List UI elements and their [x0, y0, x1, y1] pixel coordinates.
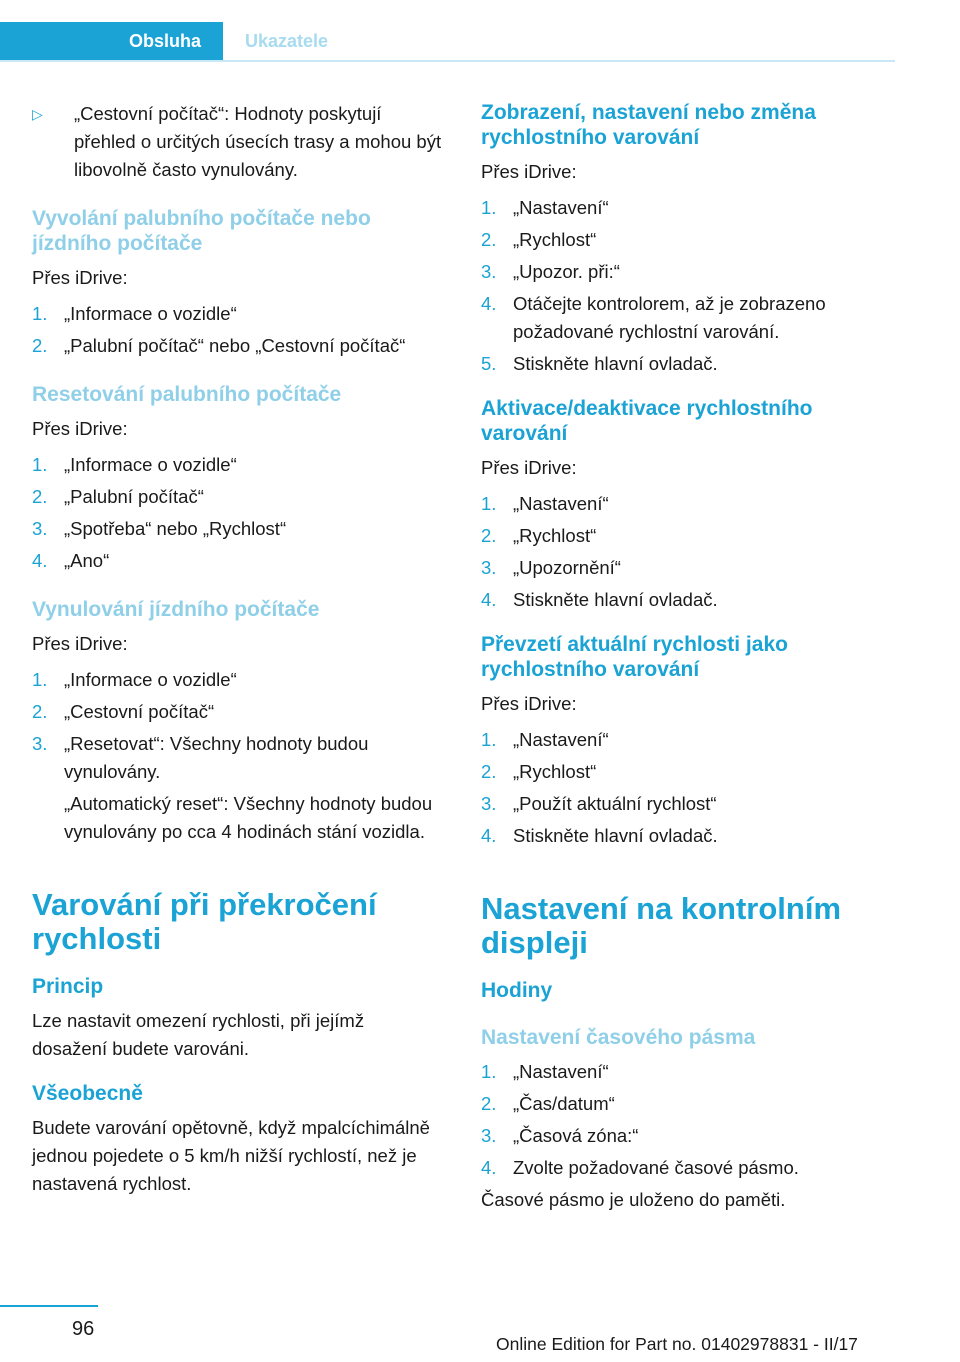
step-number: 4. — [32, 550, 48, 571]
section-intro: Přes iDrive: — [32, 267, 128, 288]
chapter-title: Varování při překročení rychlosti — [32, 887, 377, 956]
step-number: 5. — [481, 353, 497, 374]
step-number: 2. — [32, 486, 48, 507]
step-number: 1. — [481, 493, 497, 514]
section-title: Zobrazení, nastavení nebo změna rychlostního varování — [481, 101, 816, 149]
steps-list — [32, 666, 444, 786]
section-title: Nastavení časového pásma — [481, 1026, 756, 1049]
step-text: „Informace o vozidle“ — [64, 454, 237, 475]
step-number: 3. — [481, 1125, 497, 1146]
section-intro: Přes iDrive: — [481, 693, 577, 714]
list-item — [481, 350, 893, 378]
step-text: „Rychlost“ — [513, 229, 597, 250]
list-item — [481, 258, 893, 286]
tab-obsluha[interactable]: Obsluha — [0, 22, 223, 60]
list-item — [481, 1058, 893, 1086]
section-intro: Přes iDrive: — [481, 457, 577, 478]
step-number: 2. — [481, 229, 497, 250]
step-text: Otáčejte kontrolorem, až je zobrazeno požadované rychlostní varování. — [513, 293, 826, 342]
list-item — [481, 226, 893, 254]
step-text: „Použít aktuální rychlost“ — [513, 793, 717, 814]
section-title: Vynulování jízdního počítače — [32, 598, 320, 621]
list-item — [32, 547, 444, 575]
section-title: Vyvolání palubního počítače nebo jízdního počítače — [32, 207, 371, 255]
step-text: „Nastavení“ — [513, 197, 609, 218]
step-number: 4. — [481, 825, 497, 846]
list-item — [481, 1122, 893, 1150]
left-column — [32, 100, 444, 1198]
step-text: „Časová zóna:“ — [513, 1125, 639, 1146]
step-text: „Čas/datum“ — [513, 1093, 615, 1114]
step-number: 1. — [32, 303, 48, 324]
chapter-title: Nastavení na kontrolním displeji — [481, 891, 842, 960]
step-number: 3. — [32, 518, 48, 539]
step-number: 1. — [481, 1061, 497, 1082]
step-text: „Ano“ — [64, 550, 110, 571]
list-item — [481, 726, 893, 754]
page-number-rule — [0, 1305, 98, 1307]
step-text: „Informace o vozidle“ — [64, 303, 237, 324]
step-number: 1. — [32, 669, 48, 690]
list-item — [481, 290, 893, 346]
step-number: 1. — [481, 197, 497, 218]
list-item — [481, 758, 893, 786]
step-text: „Nastavení“ — [513, 1061, 609, 1082]
step-number: 1. — [481, 729, 497, 750]
bullet-text: „Cestovní počítač“: Hodnoty poskytují přehled o určitých úsecích trasy a mohou být libovolně často vynulovány. — [74, 103, 442, 180]
step-number: 2. — [32, 335, 48, 356]
bullet-item — [32, 100, 444, 184]
section-title: Převzetí aktuální rychlosti jako rychlostního varování — [481, 633, 788, 681]
step-number: 1. — [32, 454, 48, 475]
steps-list — [32, 300, 444, 360]
list-item — [481, 1090, 893, 1118]
step-number: 4. — [481, 589, 497, 610]
list-item — [32, 515, 444, 543]
list-item — [481, 490, 893, 518]
step-text: „Rychlost“ — [513, 525, 597, 546]
paragraph: Lze nastavit omezení rychlosti, při jejímž dosažení budete varováni. — [32, 1010, 365, 1059]
step-text: „Rychlost“ — [513, 761, 597, 782]
paragraph: Budete varování opětovně, když mpalcíchimálně jednou pojedete o 5 km/h nižší rychlostí, než je nastavená rychlost. — [32, 1117, 430, 1194]
list-item — [32, 666, 444, 694]
steps-list — [481, 194, 893, 378]
list-item — [481, 822, 893, 850]
step-continuation: „Automatický reset“: Všechny hodnoty budou vynulovány po cca 4 hodinách stání vozidla. — [64, 793, 433, 842]
step-text: „Nastavení“ — [513, 493, 609, 514]
section-intro: Přes iDrive: — [32, 418, 128, 439]
list-item — [32, 698, 444, 726]
list-item — [481, 194, 893, 222]
step-number: 2. — [481, 525, 497, 546]
step-text: Stiskněte hlavní ovladač. — [513, 825, 718, 846]
step-text: „Upozornění“ — [513, 557, 621, 578]
tab-ukazatele[interactable]: Ukazatele — [245, 30, 329, 51]
step-number: 4. — [481, 293, 497, 314]
list-item — [32, 332, 444, 360]
edition-footer: Online Edition for Part no. 01402978831 - II/17 — [496, 1334, 858, 1354]
step-number: 3. — [481, 793, 497, 814]
list-item — [481, 790, 893, 818]
section-title: Aktivace/deaktivace rychlostního varování — [481, 397, 813, 445]
paragraph: Časové pásmo je uloženo do paměti. — [481, 1189, 786, 1210]
step-text: „Resetovat“: Všechny hodnoty budou vynulovány. — [64, 733, 369, 782]
right-column — [481, 100, 893, 1214]
section-title: Hodiny — [481, 979, 553, 1002]
step-number: 2. — [32, 701, 48, 722]
triangle-bullet-icon: ▷ — [32, 106, 43, 122]
step-text: „Informace o vozidle“ — [64, 669, 237, 690]
steps-list — [481, 1058, 893, 1182]
step-text: Stiskněte hlavní ovladač. — [513, 353, 718, 374]
list-item — [32, 451, 444, 479]
step-text: „Cestovní počítač“ — [64, 701, 215, 722]
section-title: Všeobecně — [32, 1082, 143, 1105]
step-text: „Palubní počítač“ nebo „Cestovní počítač“ — [64, 335, 406, 356]
step-text: „Palubní počítač“ — [64, 486, 204, 507]
step-number: 2. — [481, 1093, 497, 1114]
step-text: „Upozor. při:“ — [513, 261, 620, 282]
list-item — [32, 730, 444, 786]
list-item — [481, 554, 893, 582]
step-text: „Spotřeba“ nebo „Rychlost“ — [64, 518, 287, 539]
step-text: Stiskněte hlavní ovladač. — [513, 589, 718, 610]
section-intro: Přes iDrive: — [481, 161, 577, 182]
steps-list — [481, 490, 893, 614]
step-text: „Nastavení“ — [513, 729, 609, 750]
list-item — [481, 586, 893, 614]
section-title: Princip — [32, 975, 104, 998]
step-text: Zvolte požadované časové pásmo. — [513, 1157, 799, 1178]
section-title: Resetování palubního počítače — [32, 383, 342, 406]
page-number: 96 — [72, 1318, 95, 1340]
steps-list — [481, 726, 893, 850]
steps-list — [32, 451, 444, 575]
list-item — [32, 483, 444, 511]
step-number: 3. — [481, 261, 497, 282]
header-rule — [0, 60, 895, 62]
section-intro: Přes iDrive: — [32, 633, 128, 654]
list-item — [481, 522, 893, 550]
step-number: 4. — [481, 1157, 497, 1178]
list-item — [32, 300, 444, 328]
step-number: 3. — [481, 557, 497, 578]
step-number: 2. — [481, 761, 497, 782]
list-item — [481, 1154, 893, 1182]
step-number: 3. — [32, 733, 48, 754]
